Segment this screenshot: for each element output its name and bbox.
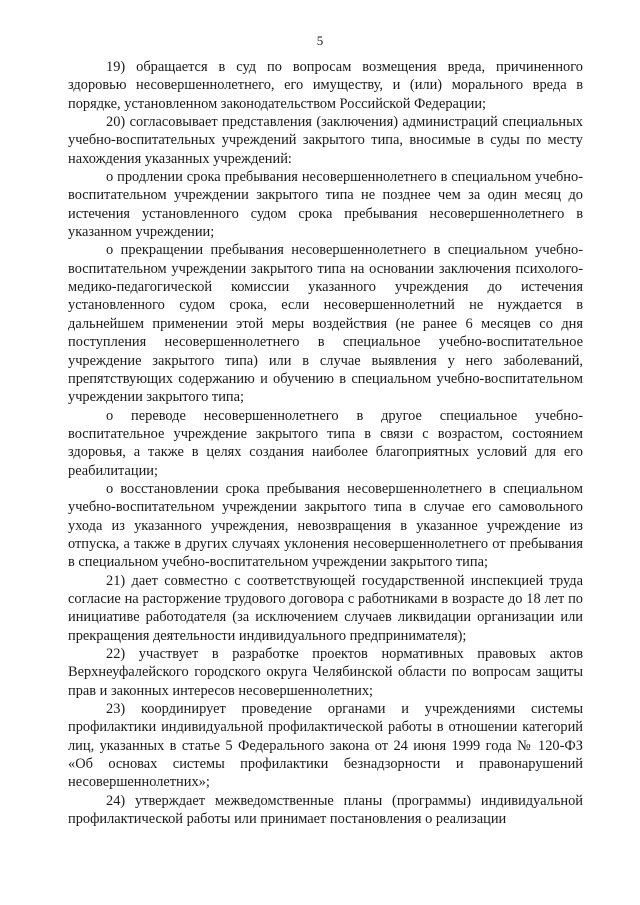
paragraph-20-termination: о прекращении пребывания несовершеннолетнего в специальном учебно-воспитательном учреждении закрытого типа на основании заключения психолого-медико-педагогической комиссии указанного учреждения до истечения установленного судом срока, если несовершеннолетний не нуждается в дальнейшем применении этой меры воздействия (не ранее 6 месяцев со дня поступления несовершеннолетнего в специальное учебно-воспитательное учреждение закрытого типа) или в случае выявления у него заболеваний, препятствующих содержанию и обучению в специальном учебно-воспитательном учреждении закрытого типа;: [68, 242, 583, 406]
paragraph-20: 20) согласовывает представления (заключения) администраций специальных учебно-воспитательных учреждений закрытого типа, вносимые в суды по месту нахождения указанных учреждений:: [68, 114, 583, 167]
paragraph-23: 23) координирует проведение органами и учреждениями системы профилактики индивидуальной профилактической работы в отношении категорий лиц, указанных в статье 5 Федерального закона от 24 июня 1999 года № 120-ФЗ «Об основах системы профилактики безнадзорности и правонарушений несовершеннолетних»;: [68, 701, 583, 791]
paragraph-20-restoration: о восстановлении срока пребывания несовершеннолетнего в специальном учебно-воспитательном учреждении закрытого типа в случае его самовольного ухода из указанного учреждения, невозвращения в указанное учреждение из отпуска, а также в других случаях уклонения несовершеннолетнего от пребывания в специальном учебно-воспитательном учреждении закрытого типа;: [68, 480, 583, 571]
paragraph-21: 21) дает совместно с соответствующей государственной инспекцией труда согласие на расторжение трудового договора с работниками в возрасте до 18 лет по инициативе работодателя (за исключением случаев ликвидации организации или прекращения деятельности индивидуального предпринимателя);: [68, 572, 583, 644]
paragraph-24: 24) утверждает межведомственные планы (программы) индивидуальной профилактической работы или принимает постановления о реализации: [68, 792, 583, 828]
paragraph-20-transfer: о переводе несовершеннолетнего в другое специальное учебно-воспитательное учреждение закрытого типа в связи с возрастом, состоянием здоровья, а также в целях создания наиболее благоприятных условий для его реабилитации;: [68, 407, 583, 479]
paragraph-22: 22) участвует в разработке проектов нормативных правовых актов Верхнеуфалейского городского округа Челябинской области по вопросам защиты прав и законных интересов несовершеннолетних;: [68, 646, 583, 699]
paragraph-19: 19) обращается в суд по вопросам возмещения вреда, причиненного здоровью несовершеннолетнего, его имуществу, и (или) морального вреда в порядке, установленном законодательством Российской Федерации;: [68, 59, 583, 112]
document-body: [68, 58, 583, 828]
paragraph-20-extension: о продлении срока пребывания несовершеннолетнего в специальном учебно-воспитательном учреждении закрытого типа не позднее чем за один месяц до истечения установленного судом срока пребывания несовершеннолетнего в указанном учреждении;: [68, 169, 583, 241]
page-number: 5: [316, 33, 324, 48]
